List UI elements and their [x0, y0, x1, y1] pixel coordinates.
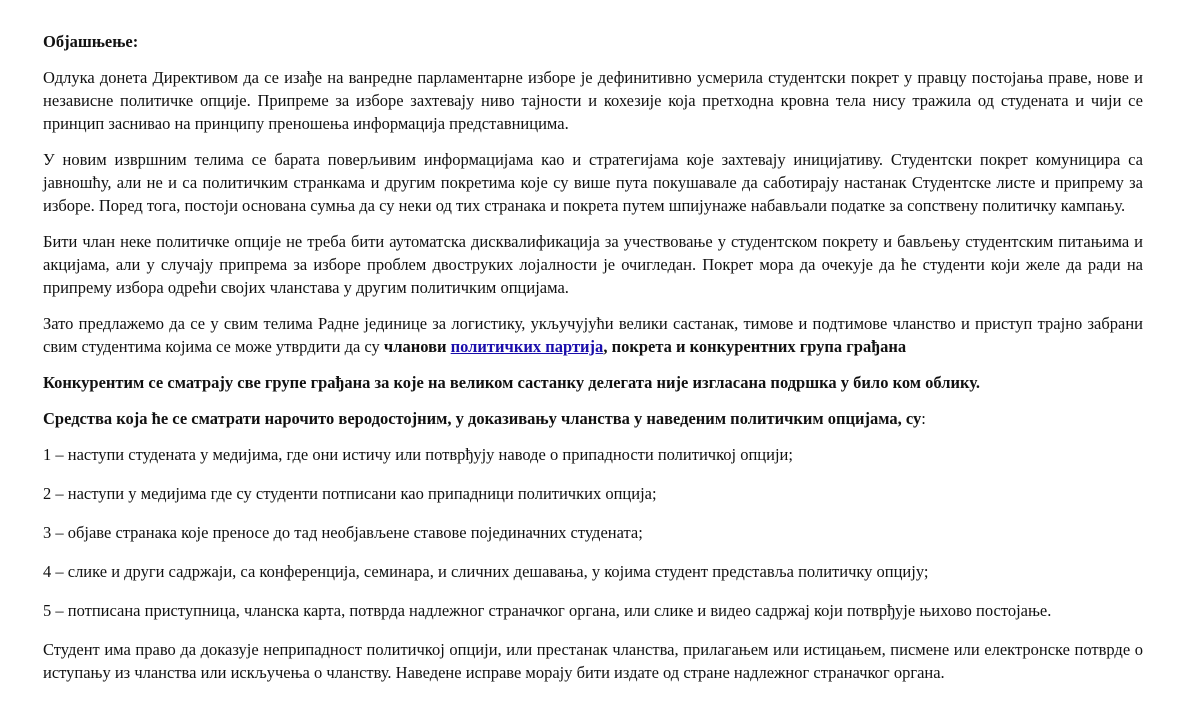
paragraph-decision: Одлука донета Директивом да се изађе на ванредне парламентарне изборе је дефинитивно усмерила студентски покрет у правцу постојања праве, нове и независне политичке опције. Припреме за изборе захтевају ниво тајности и кохезије која претходна кровна тела нису тражила од студената и чији се принцип заснивао на принципу преношења информација представницима.: [43, 68, 1143, 133]
paragraph-competitors: Конкурентим се сматрају све групе грађана за које на великом састанку делегата није изгласана подршка у било ком облику.: [43, 373, 981, 392]
paragraph-membership: Бити члан неке политичке опције не треба бити аутоматска дисквалификација за учествовање у студентском покрету и бављењу студентским питањима и акцијама, али у случају припрема за изборе проблем двоструких лојалности је очигледан. Покрет мора да очекује да ће студенти који желе да ради на припрему избора одрећи својих чланстава у другим политичким опцијама.: [43, 232, 1143, 297]
evidence-intro-bold: Средства која ће се сматрати нарочито веродостојним, у доказивању чланства у наведеним политичким опцијама, су: [43, 409, 922, 428]
political-parties-link[interactable]: политичких партија: [450, 337, 604, 356]
document-body: [43, 30, 1143, 697]
document-heading: Објашњење:: [43, 32, 139, 51]
list-item: 2 – наступи у медијима где су студенти потписани као припадници политичких опција;: [43, 484, 657, 503]
paragraph-executive-bodies: У новим извршним телима се барата поверљивим информацијама као и стратегијама које захтевају иницијативу. Студентски покрет комуницира са јавношћу, али не и са политичким странкама и другим покретима које су више пута покушавале да саботирају настанак Студентске листе и припрему за изборе. Поред тога, постоји основана сумња да су неки од тих странака и покрета путем шпијунаже набављали податке за сопствену политичку кампању.: [43, 150, 1143, 215]
proposal-bold-members: чланови: [383, 337, 451, 356]
paragraph-student-rights: Студент има право да доказује неприпадност политичкој опцији, или престанак чланства, прилагањем или истицањем, писмене или електронске потврде о иступању из чланства или искључења о чланству. Наведене исправе морају бити издате од стране надлежног страначког органа.: [43, 640, 1143, 682]
evidence-intro-colon: :: [921, 409, 926, 428]
list-item: 3 – објаве странака које преносе до тад необјављене ставове појединачних студената;: [43, 523, 643, 542]
list-item: 5 – потписана приступница, чланска карта, потврда надлежног страначког органа, или слике и видео садржај који потврђује њихово постојање.: [43, 601, 1052, 620]
proposal-bold-groups: , покрета и конкурентних група грађана: [603, 337, 907, 356]
paragraph-evidence-intro: [43, 407, 1143, 430]
paragraph-proposal: [43, 312, 1143, 358]
list-item: 4 – слике и други садржаји, са конференција, семинара, и сличних дешавања, у којима студент представља политичку опцију;: [43, 562, 929, 581]
proposal-text: Зато предлажемо да се у свим телима Радне јединице за логистику, укључујући велики састанак, тимове и подтимове чланство и приступ трајно забрани свим студентима којима се може утврдити да су: [43, 314, 1143, 356]
list-item: 1 – наступи студената у медијима, где они истичу или потврђују наводе о припадности политичкој опцији;: [43, 445, 793, 464]
